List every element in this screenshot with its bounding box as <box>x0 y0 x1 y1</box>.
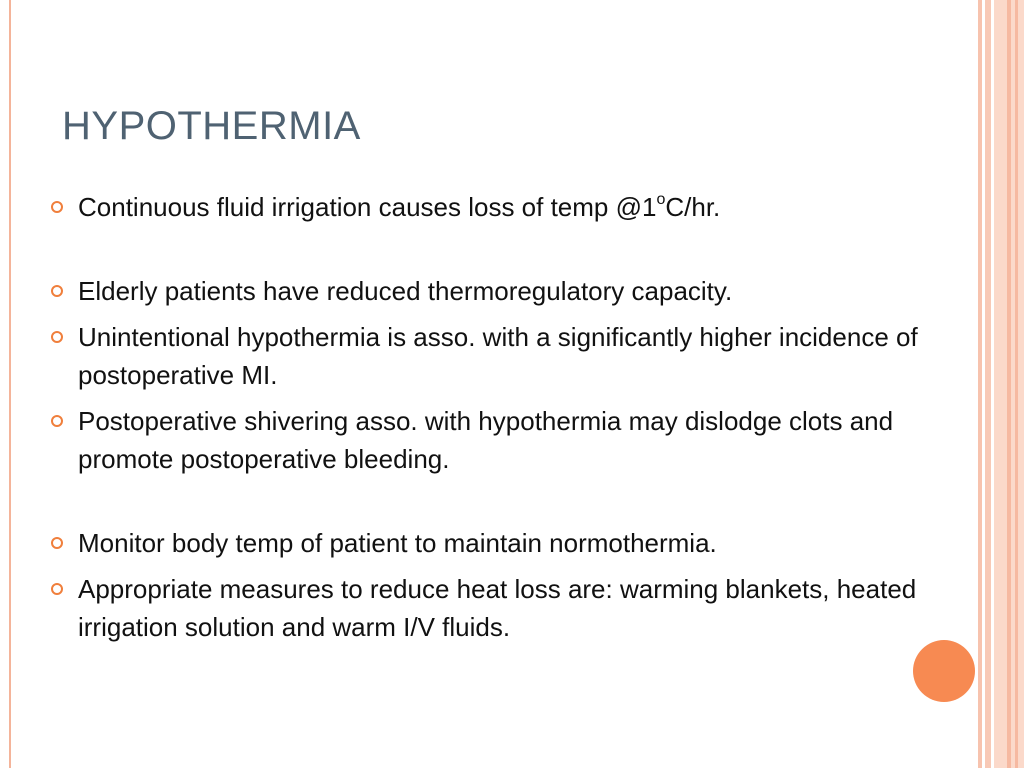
bullet-circle-icon <box>51 415 63 427</box>
bullet-item <box>48 272 983 310</box>
left-border-line <box>9 0 11 768</box>
bullet-item <box>48 570 983 646</box>
bullet-text: Continuous fluid irrigation causes loss of temp @1 <box>78 192 657 222</box>
bullet-item <box>48 188 983 226</box>
right-decor-stripe <box>1007 0 1011 768</box>
bullet-circle-icon <box>51 285 63 297</box>
bullet-text: Appropriate measures to reduce heat loss are: warming blankets, heated irrigation solution and warm I/V fluids. <box>78 574 917 642</box>
right-decor-stripe <box>985 0 991 768</box>
bullet-item <box>48 524 983 562</box>
right-decor-stripe <box>1015 0 1018 768</box>
bullet-circle-icon <box>51 331 63 343</box>
bullet-circle-icon <box>51 201 63 213</box>
decorative-circle <box>913 640 975 702</box>
bullet-text: Elderly patients have reduced thermoregulatory capacity. <box>78 276 733 306</box>
bullet-circle-icon <box>51 583 63 595</box>
bullet-text: Postoperative shivering asso. with hypothermia may dislodge clots and promote postoperative bleeding. <box>78 406 894 474</box>
bullet-item <box>48 318 983 394</box>
bullet-text: Monitor body temp of patient to maintain normothermia. <box>78 528 717 558</box>
bullet-text: Unintentional hypothermia is asso. with a significantly higher incidence of postoperative MI. <box>78 322 918 390</box>
bullet-circle-icon <box>51 537 63 549</box>
slide-title: HYPOTHERMIA <box>62 104 361 148</box>
bullet-list <box>48 188 983 654</box>
degree-superscript: o <box>656 191 666 209</box>
bullet-text-suffix: C/hr. <box>665 192 721 222</box>
bullet-item <box>48 402 983 478</box>
